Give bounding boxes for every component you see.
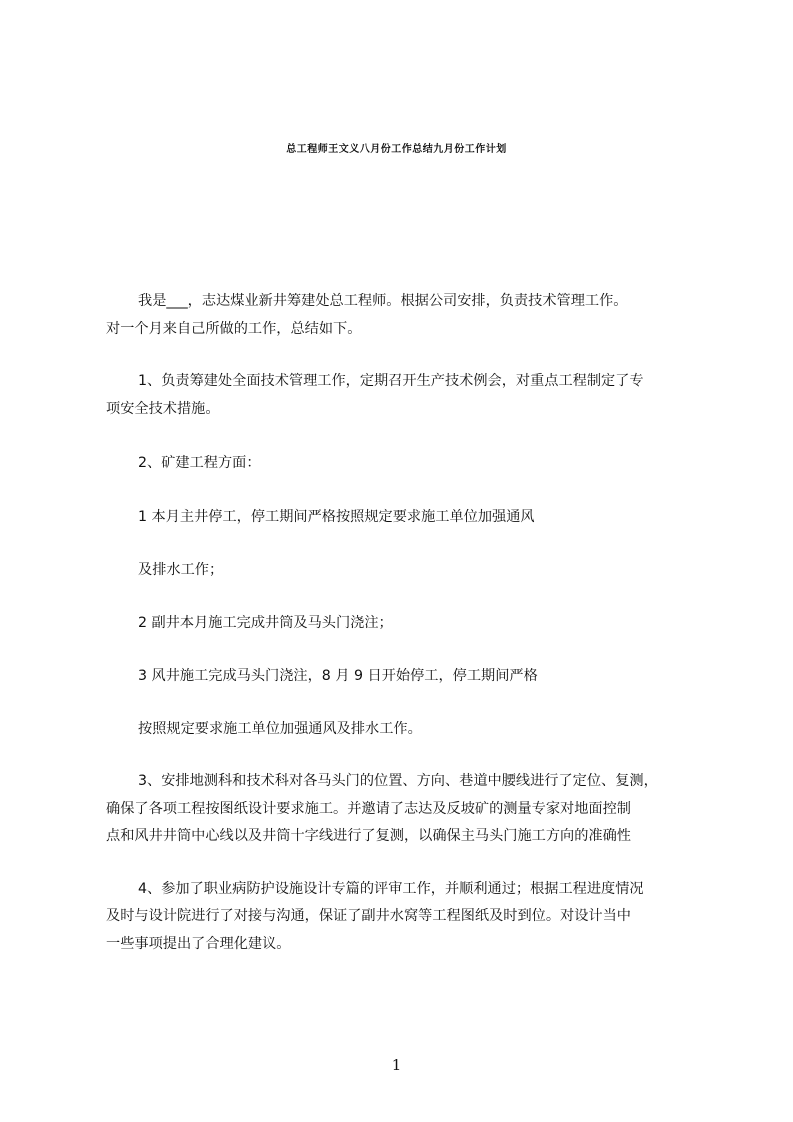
item3-line-2: 确保了各项工程按图纸设计要求施工。并邀请了志达及反坡矿的测量专家对地面控制	[106, 801, 631, 817]
document-title: 总工程师王文义八月份工作总结九月份工作计划	[286, 144, 507, 155]
item2-heading: 2、矿建工程方面：	[138, 455, 261, 471]
intro-line-1: 我是___，志达煤业新井筹建处总工程师。根据公司安排，负责技术管理工作。	[138, 293, 628, 309]
item2-sub2: 2 副井本月施工完成井筒及马头门浇注；	[138, 615, 393, 631]
item3-line-3: 点和风井井筒中心线以及井筒十字线进行了复测，以确保主马头门施工方向的准确性	[106, 828, 631, 844]
item2-sub1-line-1: 1 本月主井停工，停工期间严格按照规定要求施工单位加强通风	[138, 509, 535, 525]
page-number: 1	[391, 1056, 402, 1074]
item4-line-2: 及时与设计院进行了对接与沟通，保证了副井水窝等工程图纸及时到位。对设计当中	[106, 908, 631, 924]
item2-sub1-line-2: 及排水工作；	[138, 562, 224, 578]
item2-sub3-line-2: 按照规定要求施工单位加强通风及排水工作。	[138, 721, 422, 737]
item1-line-2: 项安全技术措施。	[106, 401, 220, 417]
item3-line-1: 3、安排地测科和技术科对各马头门的位置、方向、巷道中腰线进行了定位、复测，	[138, 773, 658, 789]
item2-sub3-line-1: 3 风井施工完成马头门浇注，8 月 9 日开始停工，停工期间严格	[138, 668, 538, 684]
intro-line-2: 对一个月来自己所做的工作，总结如下。	[106, 321, 362, 337]
item1-line-1: 1、负责筹建处全面技术管理工作，定期召开生产技术例会，对重点工程制定了专	[138, 373, 644, 389]
item4-line-1: 4、参加了职业病防护设施设计专篇的评审工作，并顺利通过；根据工程进度情况	[138, 881, 644, 897]
item4-line-3: 一些事项提出了合理化建议。	[106, 936, 291, 952]
